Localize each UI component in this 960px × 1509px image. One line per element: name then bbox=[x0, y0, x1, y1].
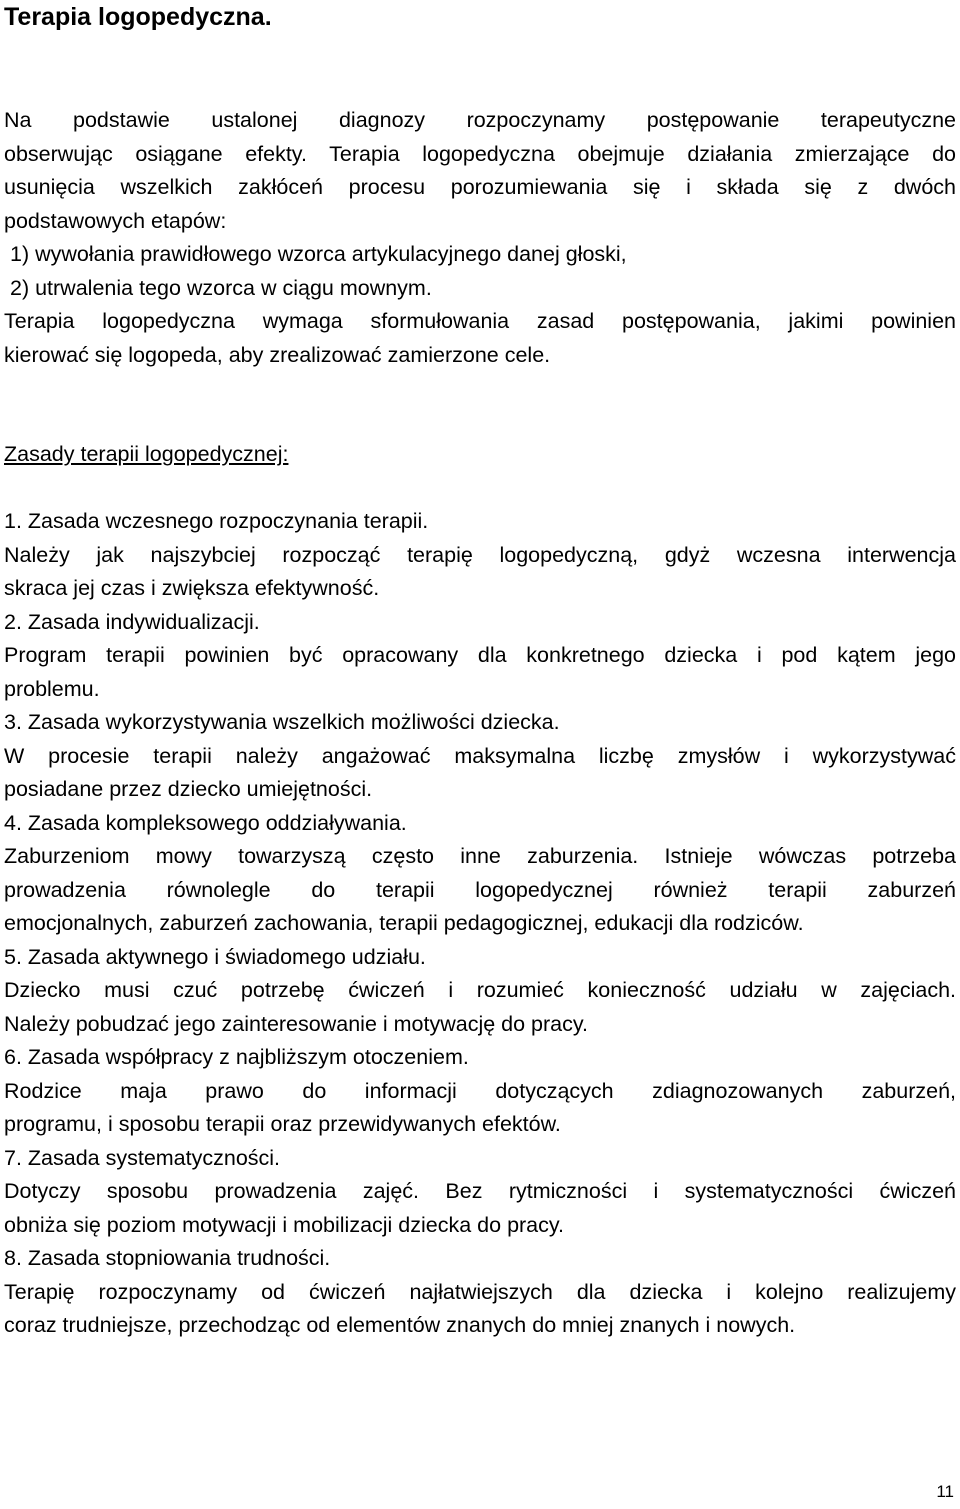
stage-item-1: 1) wywołania prawidłowego wzorca artykulacyjnego danej głoski, bbox=[10, 242, 627, 266]
stage-item-2: 2) utrwalenia tego wzorca w ciągu mownym. bbox=[10, 275, 432, 300]
principle-line: prowadzenia równolegle do terapii logopedycznej również terapii zaburzeń bbox=[4, 877, 956, 902]
principle-line: W procesie terapii należy angażować maksymalna liczbę zmysłów i wykorzystywać bbox=[4, 743, 956, 768]
principle-line: problemu. bbox=[4, 676, 100, 701]
principle-heading: 5. Zasada aktywnego i świadomego udziału. bbox=[4, 944, 426, 969]
page-title: Terapia logopedyczna. bbox=[4, 3, 272, 31]
principle-line: Rodzice maja prawo do informacji dotyczących zdiagnozowanych zaburzeń, bbox=[4, 1078, 956, 1103]
principle-line: obniża się poziom motywacji i mobilizacji dziecka do pracy. bbox=[4, 1212, 565, 1237]
principle-line: Należy pobudzać jego zainteresowanie i motywację do pracy. bbox=[4, 1011, 588, 1036]
intro-line: obserwując osiągane efekty. Terapia logopedyczna obejmuje działania zmierzające do bbox=[4, 141, 956, 166]
principle-line: Program terapii powinien być opracowany dla konkretnego dziecka i pod kątem jego bbox=[4, 643, 956, 667]
principle-line: emocjonalnych, zaburzeń zachowania, terapii pedagogicznej, edukacji dla rodziców. bbox=[4, 911, 804, 935]
principle-line: Należy jak najszybciej rozpocząć terapię logopedyczną, gdyż wczesna interwencja bbox=[4, 542, 956, 567]
principle-line: Zaburzeniom mowy towarzyszą często inne zaburzenia. Istnieje wówczas potrzeba bbox=[4, 844, 956, 868]
principles-heading-block bbox=[4, 438, 956, 472]
intro-line: Na podstawie ustalonej diagnozy rozpoczynamy postępowanie terapeutyczne bbox=[4, 108, 956, 132]
principle-heading: 1. Zasada wczesnego rozpoczynania terapii. bbox=[4, 509, 429, 533]
principle-line: programu, i sposobu terapii oraz przewidywanych efektów. bbox=[4, 1112, 561, 1136]
intro-line: kierować się logopeda, aby zrealizować zamierzone cele. bbox=[4, 342, 551, 367]
principle-line: Terapię rozpoczynamy od ćwiczeń najłatwiejszych dla dziecka i kolejno realizujemy bbox=[4, 1279, 956, 1304]
intro-line: Terapia logopedyczna wymaga sformułowania zasad postępowania, jakimi powinien bbox=[4, 309, 956, 333]
principle-heading: 2. Zasada indywidualizacji. bbox=[4, 609, 260, 634]
intro-line: usunięcia wszelkich zakłóceń procesu porozumiewania się i składa się z dwóch bbox=[4, 175, 956, 199]
principles-heading: Zasady terapii logopedycznej: bbox=[4, 442, 289, 466]
page-number: 11 bbox=[936, 1482, 954, 1501]
principle-line: skraca jej czas i zwiększa efektywność. bbox=[4, 576, 380, 600]
principle-heading: 4. Zasada kompleksowego oddziaływania. bbox=[4, 810, 407, 835]
principle-line: posiadane przez dziecko umiejętności. bbox=[4, 777, 373, 801]
intro-line: podstawowych etapów: bbox=[4, 208, 227, 233]
intro-paragraph bbox=[4, 104, 956, 372]
principle-heading: 7. Zasada systematyczności. bbox=[4, 1145, 281, 1170]
principle-line: coraz trudniejsze, przechodząc od elementów znanych do mniej znanych i nowych. bbox=[4, 1313, 796, 1337]
principles-list bbox=[4, 505, 956, 1343]
principle-heading: 8. Zasada stopniowania trudności. bbox=[4, 1246, 331, 1270]
principle-line: Dotyczy sposobu prowadzenia zajęć. Bez rytmiczności i systematyczności ćwiczeń bbox=[4, 1179, 956, 1203]
principle-heading: 3. Zasada wykorzystywania wszelkich możliwości dziecka. bbox=[4, 710, 560, 734]
principle-heading: 6. Zasada współpracy z najbliższym otoczeniem. bbox=[4, 1045, 469, 1069]
principle-line: Dziecko musi czuć potrzebę ćwiczeń i rozumieć konieczność udziału w zajęciach. bbox=[4, 978, 956, 1002]
